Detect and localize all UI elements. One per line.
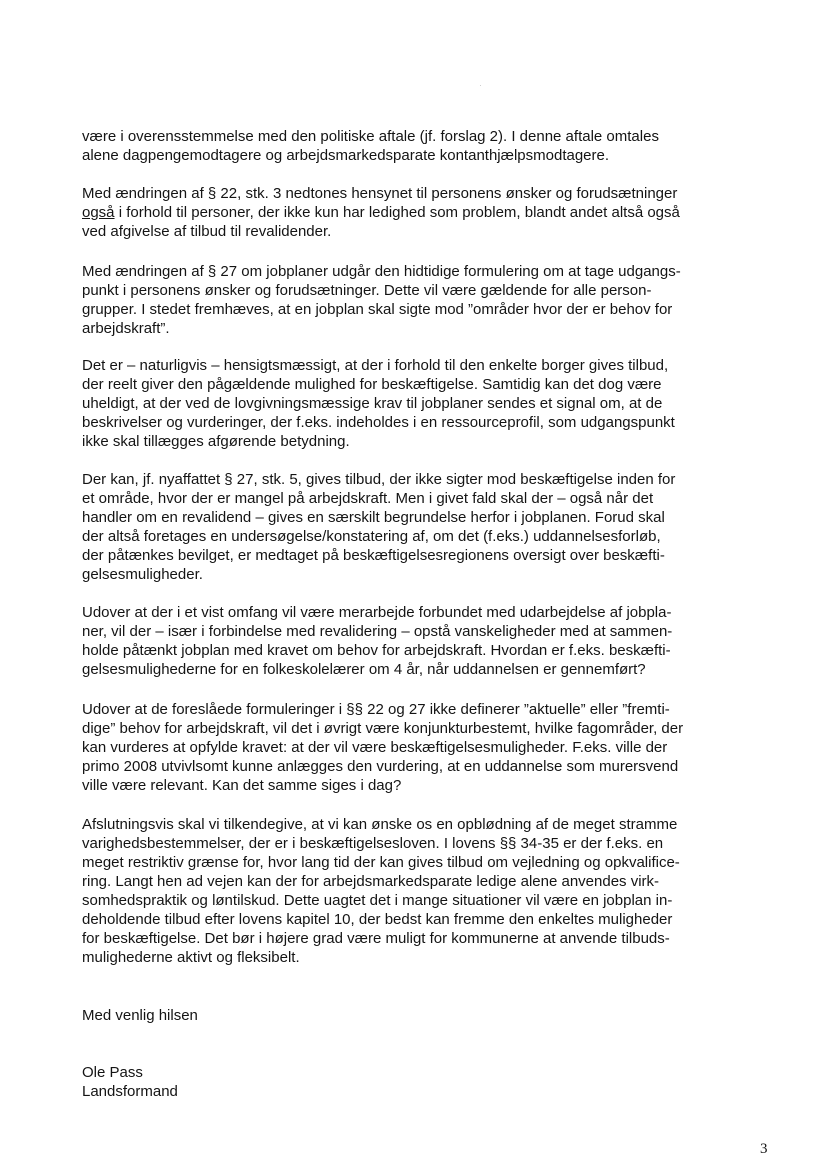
text-line: gelsesmuligheder.	[82, 566, 203, 583]
closing-salutation: Med venlig hilsen	[82, 1007, 198, 1024]
text-line: Med ændringen af § 22, stk. 3 nedtones hensynet til personens ønsker og forudsætninger	[82, 185, 678, 202]
text-line: Med ændringen af § 27 om jobplaner udgår den hidtidige formulering om at tage udgangs-	[82, 263, 681, 280]
text-line: uheldigt, at der ved de lovgivningsmæssige krav til jobplaner sendes et signal om, at de	[82, 395, 663, 412]
paragraph-2	[82, 184, 782, 241]
text-line	[82, 203, 782, 222]
text-line: Udover at de foreslåede formuleringer i §§ 22 og 27 ikke definerer ”aktuelle” eller ”fremti-	[82, 701, 670, 718]
paragraph-8	[82, 815, 782, 967]
text-line: grupper. I stedet fremhæves, at en jobplan skal sigte mod ”områder hvor der er behov for	[82, 301, 673, 318]
text-line: deholdende tilbud efter lovens kapitel 10, der bedst kan fremme den enkeltes muligheder	[82, 911, 673, 928]
paragraph-7	[82, 700, 782, 795]
text-line: kan vurderes at opfylde kravet: at der vil være beskæftigelsesmuligheder. F.eks. ville der	[82, 739, 668, 756]
text-line: ved afgivelse af tilbud til revalidender.	[82, 223, 332, 240]
text-line: primo 2008 utvivlsomt kunne anlægges den vurdering, at en uddannelse som murersvend	[82, 758, 679, 775]
paragraph-1	[82, 127, 782, 165]
text-line: punkt i personens ønsker og forudsætninger. Dette vil være gældende for alle person-	[82, 282, 652, 299]
text-line: Det er – naturligvis – hensigtsmæssigt, at der i forhold til den enkelte borger gives tilbud,	[82, 357, 669, 374]
text-line: beskrivelser og vurderinger, der f.eks. indeholdes i en ressourceprofil, som udgangspunkt	[82, 414, 675, 431]
text-line: somhedspraktik og løntilskud. Dette uagtet det i mange situationer vil være en jobplan in-	[82, 892, 673, 909]
text-line: gelsesmulighederne for en folkeskolelærer om 4 år, når uddannelsen er gennemført?	[82, 661, 646, 678]
text-line: være i overensstemmelse med den politiske aftale (jf. forslag 2). I denne aftale omtales	[82, 128, 659, 145]
text-line: der påtænkes bevilget, er medtaget på beskæftigelsesregionens oversigt over beskæfti-	[82, 547, 665, 564]
signatory-name: Ole Pass	[82, 1064, 143, 1081]
text-line: ville være relevant. Kan det samme siges i dag?	[82, 777, 402, 794]
text-line: der altså foretages en undersøgelse/konstatering af, om det (f.eks.) uddannelsesforløb,	[82, 528, 661, 545]
paragraph-6	[82, 603, 782, 679]
text-line: mulighederne aktivt og fleksibelt.	[82, 949, 300, 966]
text-line: dige” behov for arbejdskraft, vil det i øvrigt være konjunkturbestemt, hvilke fagområder, der	[82, 720, 684, 737]
text-line: arbejdskraft”.	[82, 320, 170, 337]
paragraph-4	[82, 356, 782, 451]
underlined-word: også	[82, 204, 115, 221]
text-line: alene dagpengemodtagere og arbejdsmarkedsparate kontanthjælpsmodtagere.	[82, 147, 610, 164]
page-number: 3	[760, 1141, 768, 1157]
text-fragment: i forhold til personer, der ikke kun har ledighed som problem, blandt andet altså også	[114, 204, 680, 221]
text-line: ner, vil der – især i forbindelse med revalidering – opstå vanskeligheder med at sammen-	[82, 623, 673, 640]
paragraph-3	[82, 262, 782, 338]
text-line: Der kan, jf. nyaffattet § 27, stk. 5, gives tilbud, der ikke sigter mod beskæftigelse inden for	[82, 471, 676, 488]
text-line: ring. Langt hen ad vejen kan der for arbejdsmarkedsparate ledige alene anvendes virk-	[82, 873, 660, 890]
text-line: Afslutningsvis skal vi tilkendegive, at vi kan ønske os en opblødning af de meget stramme	[82, 816, 678, 833]
text-line: meget restriktiv grænse for, hvor lang tid der kan gives tilbud om vejledning og opkvalifice-	[82, 854, 680, 871]
text-line: holde påtænkt jobplan med kravet om behov for arbejdskraft. Hvordan er f.eks. beskæfti-	[82, 642, 671, 659]
text-line: handler om en revalidend – gives en særskilt begrundelse herfor i jobplanen. Forud skal	[82, 509, 665, 526]
text-line: varighedsbestemmelser, der er i beskæftigelsesloven. I lovens §§ 34-35 er der f.eks. en	[82, 835, 664, 852]
text-line: Udover at der i et vist omfang vil være merarbejde forbundet med udarbejdelse af jobpla-	[82, 604, 672, 621]
text-line: der reelt giver den pågældende mulighed for beskæftigelse. Samtidig kan det dog være	[82, 376, 662, 393]
text-line: ikke skal tillægges afgørende betydning.	[82, 433, 350, 450]
text-line: for beskæftigelse. Det bør i højere grad være muligt for kommunerne at anvende tilbuds-	[82, 930, 670, 947]
text-line: et område, hvor der er mangel på arbejdskraft. Men i givet fald skal der – også når det	[82, 490, 654, 507]
signatory-title: Landsformand	[82, 1083, 178, 1100]
scan-speck	[480, 85, 481, 86]
paragraph-5	[82, 470, 782, 584]
